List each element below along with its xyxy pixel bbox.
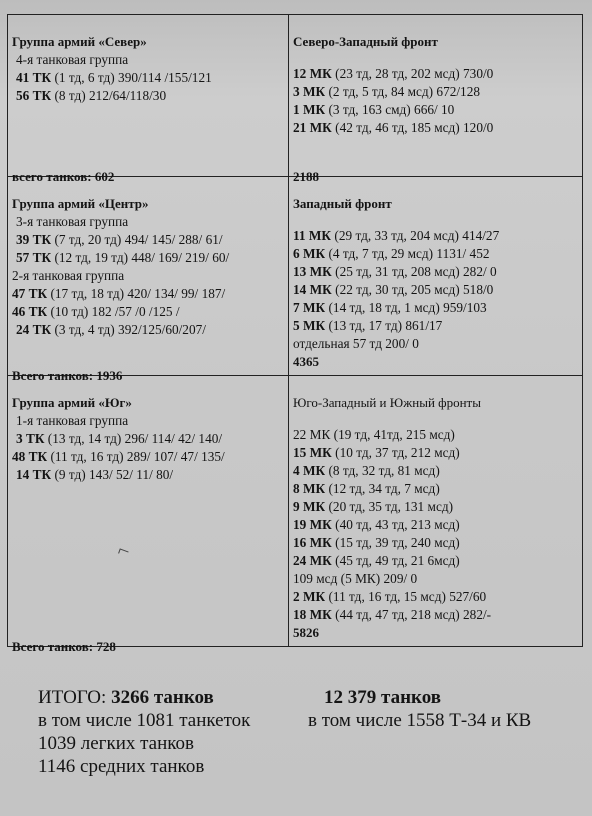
unit-name: 6 МК xyxy=(293,246,326,261)
unit-details: (14 тд, 18 тд, 1 мсд) 959/103 xyxy=(325,300,487,315)
unit-details: (11 тд, 16 тд, 15 мсд) 527/60 xyxy=(325,589,487,604)
unit-line xyxy=(293,227,578,245)
unit-details: 1-я танковая группа xyxy=(16,413,129,428)
unit-line xyxy=(293,119,578,137)
cell-content xyxy=(293,195,578,385)
spacer xyxy=(293,412,578,426)
cell-southwestern-southern-fronts xyxy=(289,376,583,647)
unit-line xyxy=(12,466,284,484)
unit-line xyxy=(12,285,284,303)
summary-line: 1039 легких танков xyxy=(38,733,194,754)
army-group-heading: Группа армий «Север» xyxy=(12,34,147,49)
unit-details: (23 тд, 28 тд, 202 мсд) 730/0 xyxy=(331,66,494,81)
unit-line xyxy=(12,412,284,430)
unit-name: 12 МК xyxy=(293,66,332,81)
unit-name: 8 МК xyxy=(293,481,326,496)
unit-details: (4 тд, 7 тд, 29 мсд) 1131/ 452 xyxy=(325,246,490,261)
front-heading: Юго-Западный и Южный фронты xyxy=(293,395,481,410)
unit-name: 57 ТК xyxy=(16,250,52,265)
unit-name: 13 МК xyxy=(293,264,332,279)
unit-line xyxy=(293,498,578,516)
unit-line xyxy=(293,570,578,588)
unit-line xyxy=(12,430,284,448)
unit-name: 16 МК xyxy=(293,535,332,550)
unit-details: 109 мсд (5 МК) 209/ 0 xyxy=(293,571,418,586)
cell-northwestern-front xyxy=(289,15,583,184)
unit-name: 1 МК xyxy=(293,102,326,117)
unit-line xyxy=(293,534,578,552)
unit-line xyxy=(293,281,578,299)
unit-line xyxy=(293,317,578,335)
summary-total: 12 379 танков xyxy=(324,687,441,708)
unit-details: (8 тд) 212/64/118/30 xyxy=(51,88,167,103)
unit-details: (15 тд, 39 тд, 240 мсд) xyxy=(331,535,460,550)
unit-line xyxy=(293,263,578,281)
unit-details: (42 тд, 46 тд, 185 мсд) 120/0 xyxy=(331,120,494,135)
unit-list xyxy=(12,412,284,484)
unit-name: 56 ТК xyxy=(16,88,52,103)
unit-name: 9 МК xyxy=(293,499,326,514)
unit-details: (9 тд) 143/ 52/ 11/ 80/ xyxy=(51,467,174,482)
unit-line xyxy=(293,588,578,606)
summary-line: 1146 средних танков xyxy=(38,756,205,777)
unit-details: (13 тд, 14 тд) 296/ 114/ 42/ 140/ xyxy=(44,431,223,446)
cell-content xyxy=(293,394,578,656)
unit-list xyxy=(12,51,284,105)
summary-line: в том числе 1081 танкеток xyxy=(38,710,251,731)
unit-name: 3 ТК xyxy=(16,431,45,446)
unit-line xyxy=(12,87,284,105)
unit-name: 11 МК xyxy=(293,228,332,243)
unit-line xyxy=(293,552,578,570)
cell-army-group-north xyxy=(8,15,289,184)
unit-line xyxy=(12,448,284,466)
unit-details: 4-я танковая группа xyxy=(16,52,129,67)
unit-line xyxy=(293,65,578,83)
unit-line xyxy=(293,83,578,101)
cell-western-front xyxy=(289,177,583,376)
unit-details: (7 тд, 20 тд) 494/ 145/ 288/ 61/ xyxy=(51,232,223,247)
unit-name: 2 МК xyxy=(293,589,326,604)
unit-name: 21 МК xyxy=(293,120,332,135)
unit-name: 4 МК xyxy=(293,463,326,478)
total-tanks: 5826 xyxy=(293,625,319,640)
unit-name: 46 ТК xyxy=(12,304,48,319)
unit-name: 18 МК xyxy=(293,607,332,622)
unit-list xyxy=(12,213,284,339)
unit-name: 39 ТК xyxy=(16,232,52,247)
unit-details: 2-я танковая группа xyxy=(12,268,125,283)
unit-name: 5 МК xyxy=(293,318,326,333)
unit-name: 19 МК xyxy=(293,517,332,532)
unit-name: 15 МК xyxy=(293,445,332,460)
table-row-center xyxy=(8,177,583,376)
summary-ussr xyxy=(308,686,588,732)
unit-name: 14 МК xyxy=(293,282,332,297)
unit-list xyxy=(293,65,578,137)
unit-details: отдельная 57 тд 200/ 0 xyxy=(293,336,419,351)
unit-details: (1 тд, 6 тд) 390/114 /155/121 xyxy=(51,70,212,85)
total-tanks: всего танков: 602 xyxy=(12,169,115,184)
table-row-south xyxy=(8,376,583,647)
unit-name: 14 ТК xyxy=(16,467,52,482)
unit-details: (11 тд, 16 тд) 289/ 107/ 47/ 135/ xyxy=(47,449,225,464)
total-tanks: 2188 xyxy=(293,169,319,184)
unit-line xyxy=(293,444,578,462)
unit-details: (12 тд, 19 тд) 448/ 169/ 219/ 60/ xyxy=(51,250,230,265)
unit-details: (44 тд, 47 тд, 218 мсд) 282/- xyxy=(331,607,492,622)
unit-name: 24 МК xyxy=(293,553,332,568)
total-tanks: 4365 xyxy=(293,354,319,369)
cell-content xyxy=(12,394,284,656)
unit-details: (8 тд, 32 тд, 81 мсд) xyxy=(325,463,440,478)
total-tanks: Всего танков: 728 xyxy=(12,639,116,654)
unit-details: (13 тд, 17 тд) 861/17 xyxy=(325,318,443,333)
unit-details: (3 тд, 163 смд) 666/ 10 xyxy=(325,102,455,117)
cell-content xyxy=(293,33,578,186)
unit-line xyxy=(293,462,578,480)
unit-line xyxy=(12,231,284,249)
total-tanks: Всего танков: 1936 xyxy=(12,368,123,383)
stray-mark: ⌐ xyxy=(114,538,133,564)
unit-details: (3 тд, 4 тд) 392/125/60/207/ xyxy=(51,322,206,337)
table-row-north xyxy=(8,15,583,177)
unit-line xyxy=(12,69,284,87)
unit-line xyxy=(293,516,578,534)
unit-line xyxy=(12,51,284,69)
army-group-heading: Группа армий «Юг» xyxy=(12,395,132,410)
unit-name: 3 МК xyxy=(293,84,326,99)
unit-line xyxy=(12,249,284,267)
unit-details: (45 тд, 49 тд, 21 6мсд) xyxy=(331,553,460,568)
unit-name: 7 МК xyxy=(293,300,326,315)
spacer xyxy=(293,51,578,65)
cell-content xyxy=(12,195,284,385)
unit-name: 24 ТК xyxy=(16,322,52,337)
unit-details: (2 тд, 5 тд, 84 мсд) 672/128 xyxy=(325,84,481,99)
unit-details: (10 тд, 37 тд, 212 мсд) xyxy=(331,445,460,460)
unit-details: (20 тд, 35 тд, 131 мсд) xyxy=(325,499,454,514)
cell-army-group-center xyxy=(8,177,289,383)
unit-line xyxy=(12,321,284,339)
summary-germany xyxy=(38,686,308,778)
unit-details: 3-я танковая группа xyxy=(16,214,129,229)
unit-name: 47 ТК xyxy=(12,286,48,301)
unit-line xyxy=(12,213,284,231)
unit-line xyxy=(293,299,578,317)
cell-army-group-south xyxy=(8,376,289,654)
summary-total-line xyxy=(38,686,308,709)
front-heading: Западный фронт xyxy=(293,196,392,211)
unit-details: (12 тд, 34 тд, 7 мсд) xyxy=(325,481,440,496)
spacer xyxy=(293,213,578,227)
unit-details: (22 тд, 30 тд, 205 мсд) 518/0 xyxy=(331,282,494,297)
unit-details: (29 тд, 33 тд, 204 мсд) 414/27 xyxy=(331,228,500,243)
unit-line xyxy=(12,303,284,321)
summary-line: в том числе 1558 Т-34 и КВ xyxy=(308,710,532,731)
army-group-heading: Группа армий «Центр» xyxy=(12,196,149,211)
unit-name: 48 ТК xyxy=(12,449,48,464)
unit-line xyxy=(293,245,578,263)
cell-content xyxy=(12,33,284,186)
unit-list xyxy=(293,426,578,624)
unit-line xyxy=(293,335,578,353)
summary-label: ИТОГО: xyxy=(38,687,112,708)
unit-details: (25 тд, 31 тд, 208 мсд) 282/ 0 xyxy=(331,264,497,279)
front-heading: Северо-Западный фронт xyxy=(293,34,438,49)
unit-list xyxy=(293,227,578,353)
unit-line xyxy=(12,267,284,285)
unit-line xyxy=(293,101,578,119)
unit-line xyxy=(293,480,578,498)
unit-line xyxy=(293,606,578,624)
tank-forces-table xyxy=(7,14,583,654)
unit-name: 41 ТК xyxy=(16,70,52,85)
unit-line xyxy=(293,426,578,444)
unit-details: (40 тд, 43 тд, 213 мсд) xyxy=(331,517,460,532)
summary-total: 3266 танков xyxy=(111,687,214,708)
unit-details: (10 тд) 182 /57 /0 /125 / xyxy=(47,304,180,319)
unit-details: 22 МК (19 тд, 41тд, 215 мсд) xyxy=(293,427,455,442)
unit-details: (17 тд, 18 тд) 420/ 134/ 99/ 187/ xyxy=(47,286,226,301)
